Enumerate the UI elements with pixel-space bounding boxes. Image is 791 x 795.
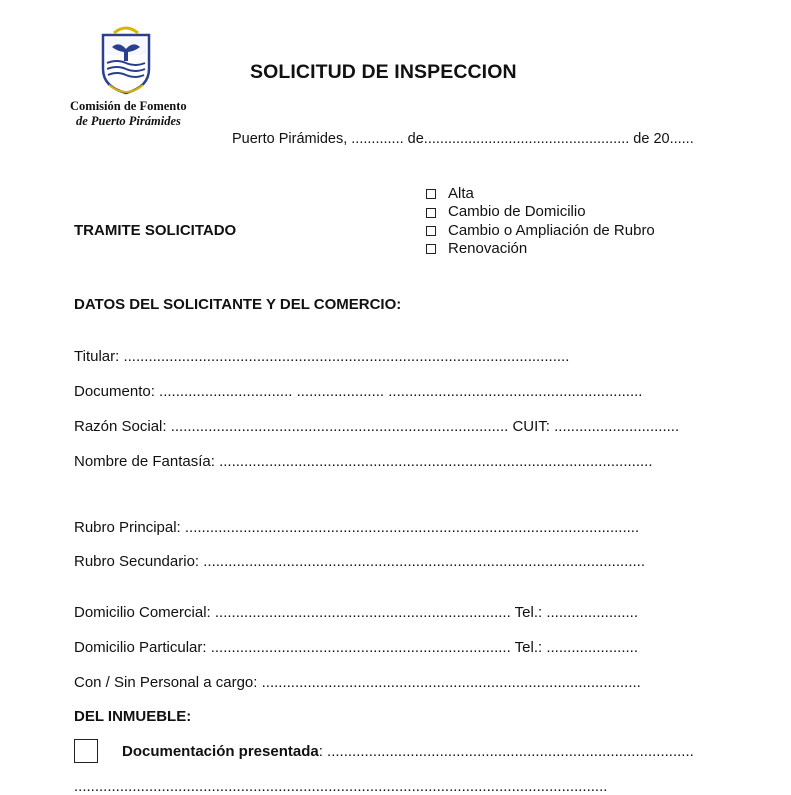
option-cambio-domicilio[interactable] (426, 203, 655, 221)
section-heading-inmueble: DEL INMUEBLE: (74, 708, 192, 725)
field-documentacion[interactable] (122, 743, 714, 760)
option-label: Renovación (448, 240, 528, 258)
option-label: Alta (448, 185, 474, 202)
field-rubro-principal[interactable]: Rubro Principal: ............................................................................................................. (74, 519, 640, 536)
field-razon-social[interactable]: Razón Social: ................................................................................. CUIT: .............................. (74, 418, 680, 435)
option-alta[interactable] (426, 185, 655, 203)
documentacion-dots: : ........................................................................................ (318, 743, 694, 760)
field-nombre-fantasia[interactable]: Nombre de Fantasía: ........................................................................................................ (74, 453, 653, 470)
checkbox-renovacion[interactable] (426, 244, 436, 254)
tramite-label: TRAMITE SOLICITADO (74, 222, 237, 239)
field-domicilio-particular[interactable]: Domicilio Particular: ........................................................................ Tel.: ...................... (74, 639, 639, 656)
checkbox-alta[interactable] (426, 189, 436, 199)
checkbox-cambio-domicilio[interactable] (426, 208, 436, 218)
org-line-1: Comisión de Fomento (70, 99, 187, 113)
seal-whale-tail-icon (97, 25, 155, 95)
option-label: Cambio o Ampliación de Rubro (448, 221, 655, 239)
field-personal[interactable]: Con / Sin Personal a cargo: ........................................................................................... (74, 674, 641, 691)
checkbox-documentacion[interactable] (74, 739, 98, 763)
field-titular[interactable]: Titular: ........................................................................................................... (74, 348, 570, 365)
field-documento[interactable]: Documento: ................................ ..................... ............................................................. (74, 383, 643, 400)
org-line-2: de Puerto Pirámides (76, 114, 181, 128)
organization-name (70, 99, 187, 129)
field-domicilio-comercial[interactable]: Domicilio Comercial: ....................................................................... Tel.: ...................... (74, 604, 639, 621)
date-line: Puerto Pirámides, ............. de................................................... de 20...... (232, 131, 694, 147)
page-title: SOLICITUD DE INSPECCION (250, 61, 517, 83)
option-label: Cambio de Domicilio (448, 203, 586, 221)
option-cambio-rubro[interactable] (426, 222, 655, 240)
tramite-options (426, 185, 655, 259)
option-renovacion[interactable] (426, 240, 655, 258)
documentacion-label: Documentación presentada (122, 743, 319, 760)
field-continuation[interactable]: ................................................................................................................................ (74, 778, 608, 795)
section-heading-solicitante: DATOS DEL SOLICITANTE Y DEL COMERCIO: (74, 296, 402, 313)
field-rubro-secundario[interactable]: Rubro Secundario: .......................................................................................................... (74, 553, 645, 570)
checkbox-cambio-rubro[interactable] (426, 226, 436, 236)
